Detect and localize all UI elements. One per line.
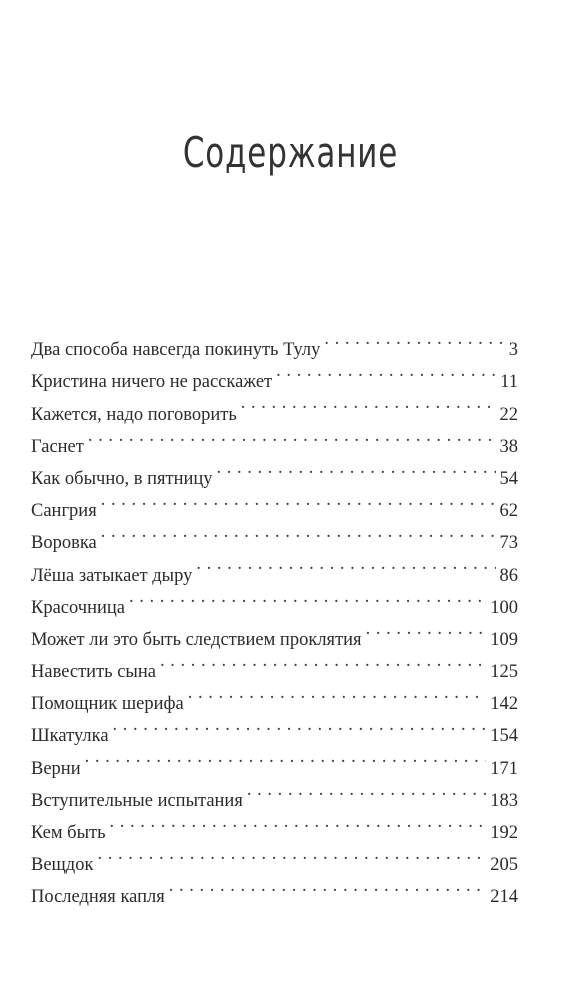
toc-entry-page: 125: [486, 656, 518, 688]
toc-dot-leader: [276, 355, 496, 387]
toc-entry-page: 3: [505, 334, 518, 366]
toc-entry-page: 109: [486, 624, 518, 656]
toc-dot-leader: [88, 420, 496, 452]
toc-dot-leader: [169, 870, 486, 902]
toc-dot-leader: [101, 516, 496, 548]
toc-entry-page: 86: [496, 560, 519, 592]
toc-entry-page: 22: [496, 399, 519, 431]
toc-entry: [31, 870, 518, 908]
toc-entry-page: 62: [496, 495, 519, 527]
toc-dot-leader: [160, 645, 486, 677]
toc-entry: [31, 516, 518, 554]
page-title: Содержание: [182, 128, 399, 177]
toc-dot-leader: [188, 677, 487, 709]
toc-entry-title: Кажется, надо поговорить: [31, 404, 237, 425]
toc-entry: [31, 774, 518, 811]
toc-entry-title: Последняя капля: [31, 887, 165, 908]
toc-entry-title: Красочница: [31, 597, 125, 618]
toc-entry-title: Вступительные испытания: [31, 790, 243, 811]
toc-entry: [31, 484, 518, 522]
toc-entry-page: 11: [496, 366, 518, 398]
table-of-contents: [31, 323, 518, 908]
toc-dot-leader: [217, 452, 496, 484]
toc-entry-title: Верни: [31, 758, 81, 779]
toc-entry-page: 192: [486, 817, 518, 849]
toc-entry-page: 54: [496, 463, 519, 495]
toc-entry-title: Два способа навсегда покинуть Тулу: [31, 340, 321, 361]
toc-entry-title: Сангрия: [31, 501, 97, 522]
toc-dot-leader: [247, 774, 486, 806]
toc-dot-leader: [97, 838, 486, 870]
toc-entry-page: 38: [496, 431, 519, 463]
toc-entry-title: Шкатулка: [31, 726, 109, 747]
toc-dot-leader: [85, 741, 487, 773]
toc-dot-leader: [113, 709, 487, 741]
toc-entry-title: Кем быть: [31, 823, 106, 843]
toc-entry: [31, 323, 518, 361]
toc-dot-leader: [129, 581, 486, 613]
toc-dot-leader: [324, 323, 504, 355]
toc-entry-title: Навестить сына: [31, 662, 156, 683]
toc-entry-title: Лёша затыкает дыру: [31, 565, 193, 586]
toc-entry-page: 100: [486, 592, 518, 624]
toc-entry: [31, 838, 518, 876]
toc-entry-title: Вещдок: [31, 855, 94, 876]
toc-entry-page: 154: [486, 720, 518, 752]
toc-dot-leader: [241, 387, 496, 419]
toc-entry-title: Может ли это быть следствием проклятия: [31, 629, 362, 650]
toc-entry: [31, 452, 518, 489]
toc-dot-leader: [196, 548, 495, 580]
toc-dot-leader: [101, 484, 496, 516]
toc-entry-title: Как обычно, в пятницу: [31, 468, 213, 489]
toc-entry: [31, 420, 518, 457]
toc-entry-page: 183: [486, 785, 518, 817]
toc-entry-page: 73: [496, 527, 519, 559]
toc-entry-page: 214: [486, 881, 518, 913]
toc-entry-title: Помощник шерифа: [31, 694, 184, 715]
toc-entry: [31, 548, 518, 586]
toc-entry-page: 171: [486, 753, 518, 785]
toc-entry-page: 142: [486, 688, 518, 720]
toc-entry-title: Кристина ничего не расскажет: [31, 372, 273, 393]
toc-dot-leader: [366, 613, 487, 645]
toc-entry: [31, 741, 518, 779]
toc-entry-page: 205: [486, 849, 518, 881]
toc-entry-title: Воровка: [31, 533, 97, 554]
toc-dot-leader: [110, 806, 487, 838]
toc-entry-title: Гаснет: [31, 436, 84, 457]
